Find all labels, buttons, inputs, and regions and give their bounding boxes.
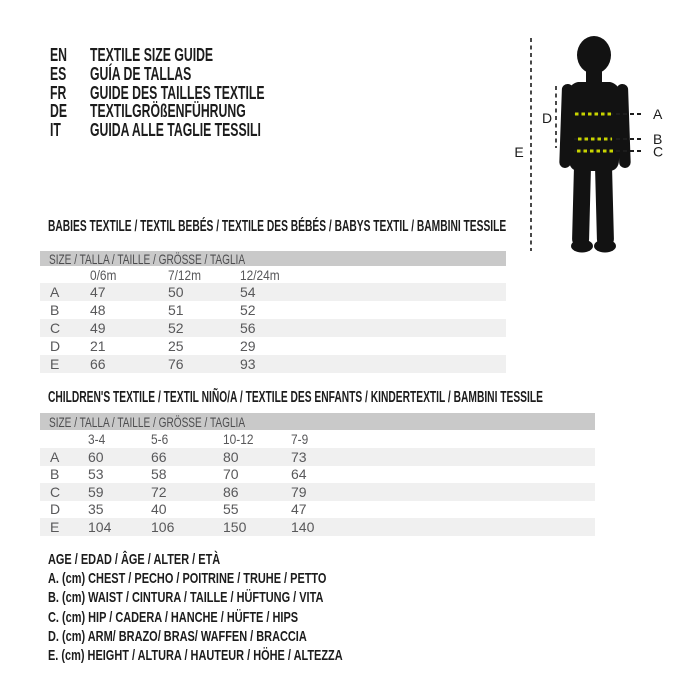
table-cell: 73 <box>291 448 307 465</box>
language-code: FR <box>50 82 67 103</box>
column-header: 7/12m <box>168 267 202 283</box>
table-cell: 150 <box>223 518 247 535</box>
table-cell: 55 <box>223 501 239 518</box>
table-cell: 51 <box>168 302 184 318</box>
table-cell: 47 <box>90 284 106 300</box>
waist-label: B <box>653 131 663 147</box>
size-header-bar: SIZE / TALLA / TAILLE / GRÖSSE / TAGLIA <box>40 251 506 266</box>
row-label: A <box>50 284 60 300</box>
legend-arm-line: D. (cm) ARM/ BRAZO/ BRAS/ WAFFEN / BRACCIA <box>48 627 307 645</box>
row-label: D <box>50 501 61 518</box>
legend-chest-line: A. (cm) CHEST / PECHO / POITRINE / TRUHE / PETTO <box>48 570 327 588</box>
language-title-list <box>50 45 347 139</box>
table-row-B <box>40 466 595 484</box>
language-row-en <box>50 45 347 64</box>
table-cell: 80 <box>223 448 239 465</box>
legend-hip-line: C. (cm) HIP / CADERA / HANCHE / HÜFTE / HIPS <box>48 608 299 626</box>
table-row-B <box>40 301 506 319</box>
table-cell: 52 <box>168 320 184 336</box>
table-cell: 40 <box>151 501 167 518</box>
column-header: 5-6 <box>151 431 169 447</box>
row-label: D <box>50 338 61 354</box>
babies-column-headers <box>40 267 506 283</box>
size-header-bar: SIZE / TALLA / TAILLE / GRÖSSE / TAGLIA <box>40 413 595 430</box>
table-row-E <box>40 355 506 373</box>
language-code: ES <box>50 63 67 84</box>
table-cell: 104 <box>88 518 112 535</box>
table-cell: 56 <box>240 320 256 336</box>
table-cell: 79 <box>291 483 307 500</box>
table-cell: 29 <box>240 338 256 354</box>
table-row-A <box>40 448 595 466</box>
table-cell: 76 <box>168 356 184 372</box>
language-title: GUIDE DES TAILLES TEXTILE <box>90 82 265 103</box>
table-cell: 93 <box>240 356 256 372</box>
chest-label: A <box>653 106 663 122</box>
table-cell: 106 <box>151 518 175 535</box>
table-row-A <box>40 283 506 301</box>
row-label: A <box>50 448 60 465</box>
legend-waist-line: B. (cm) WAIST / CINTURA / TAILLE / HÜFTUNG / VITA <box>48 589 324 607</box>
language-row-de <box>50 101 347 120</box>
hip-label: C <box>653 143 664 160</box>
row-label: C <box>50 320 61 336</box>
table-cell: 66 <box>90 356 106 372</box>
language-title: TEXTILE SIZE GUIDE <box>90 45 214 65</box>
table-cell: 70 <box>223 466 239 483</box>
table-row-D <box>40 337 506 355</box>
arm-label: D <box>541 110 553 126</box>
babies-size-table <box>40 251 506 373</box>
language-title: GUÍA DE TALLAS <box>90 63 192 84</box>
column-header: 10-12 <box>223 431 254 447</box>
table-cell: 54 <box>240 284 256 300</box>
table-row-D <box>40 501 595 519</box>
table-row-C <box>40 319 506 337</box>
table-cell: 35 <box>88 501 104 518</box>
row-label: B <box>50 302 60 318</box>
row-label: B <box>50 466 60 483</box>
language-title: GUIDA ALLE TAGLIE TESSILI <box>90 120 261 140</box>
table-cell: 25 <box>168 338 184 354</box>
children-column-headers <box>40 430 595 448</box>
column-header: 3-4 <box>88 431 106 447</box>
table-cell: 47 <box>291 501 307 518</box>
language-code: DE <box>50 101 68 122</box>
table-cell: 66 <box>151 448 167 465</box>
table-cell: 64 <box>291 466 307 483</box>
language-code: EN <box>50 45 68 65</box>
column-header: 0/6m <box>90 267 117 283</box>
table-cell: 60 <box>88 448 104 465</box>
height-label: E <box>514 144 524 160</box>
language-row-fr <box>50 83 347 102</box>
table-cell: 49 <box>90 320 106 336</box>
table-cell: 52 <box>240 302 256 318</box>
row-label: E <box>50 518 60 535</box>
table-cell: 53 <box>88 466 104 483</box>
row-label: E <box>50 356 60 372</box>
legend-age-line: AGE / EDAD / ÂGE / ALTER / ETÀ <box>48 551 221 569</box>
table-cell: 72 <box>151 483 167 500</box>
language-row-it <box>50 120 347 139</box>
table-cell: 140 <box>291 518 315 535</box>
column-header: 12/24m <box>240 267 280 283</box>
table-cell: 50 <box>168 284 184 300</box>
language-row-es <box>50 64 347 83</box>
table-cell: 48 <box>90 302 106 318</box>
table-row-C <box>40 483 595 501</box>
table-row-E <box>40 518 595 536</box>
row-label: C <box>50 483 61 500</box>
children-section-title: CHILDREN'S TEXTILE / TEXTIL NIÑO/A / TEXTILE DES ENFANTS / KINDERTEXTIL / BAMBINI TESSILE <box>48 389 543 406</box>
language-title: TEXTILGRÖßENFÜHRUNG <box>90 101 246 122</box>
language-code: IT <box>50 120 61 140</box>
table-cell: 86 <box>223 483 239 500</box>
measurement-legend <box>48 550 452 665</box>
table-cell: 59 <box>88 483 104 500</box>
babies-section-title: BABIES TEXTILE / TEXTIL BEBÉS / TEXTILE DES BÉBÉS / BABYS TEXTIL / BAMBINI TESSILE <box>48 218 507 235</box>
table-cell: 21 <box>90 338 106 354</box>
legend-height-line: E. (cm) HEIGHT / ALTURA / HAUTEUR / HÖHE / ALTEZZA <box>48 647 343 665</box>
children-size-table <box>40 413 595 536</box>
table-cell: 58 <box>151 466 167 483</box>
column-header: 7-9 <box>291 431 309 447</box>
